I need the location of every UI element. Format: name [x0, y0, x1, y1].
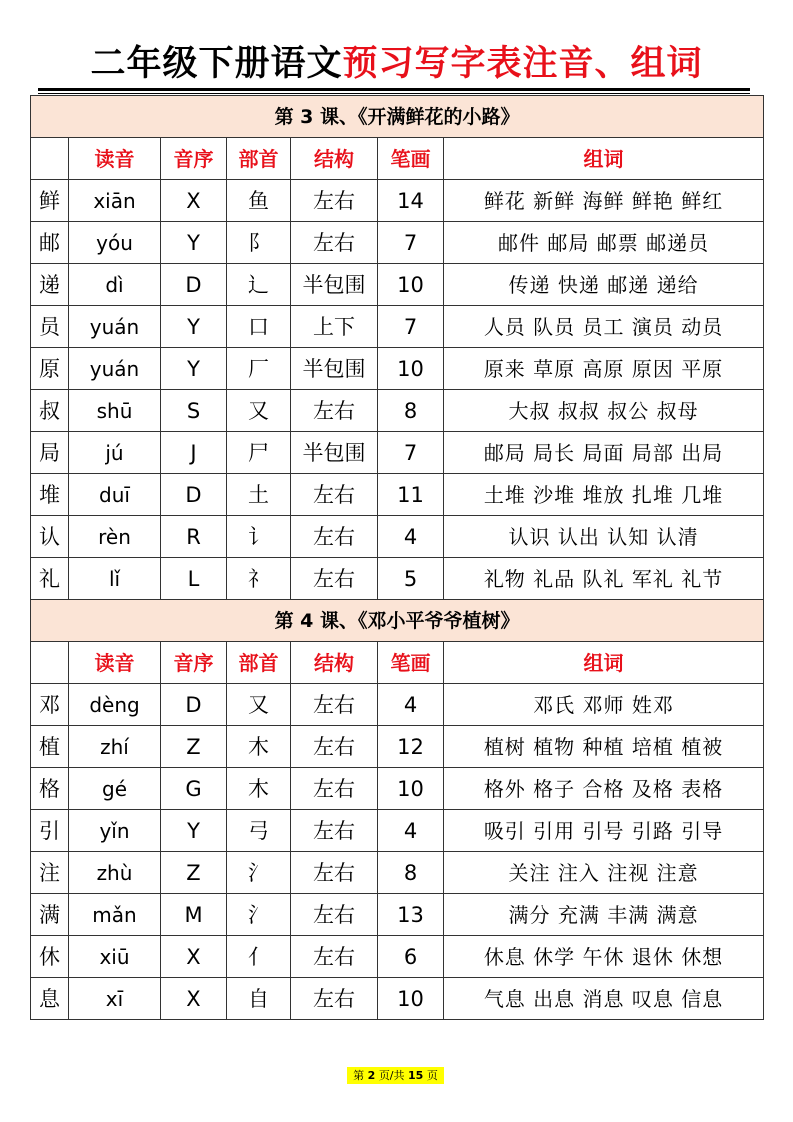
structure-cell: 左右 [291, 768, 378, 810]
header-blank [31, 138, 69, 180]
character-cell: 植 [31, 726, 69, 768]
stroke-count-cell: 13 [378, 894, 444, 936]
footer-prefix: 第 [353, 1069, 365, 1082]
character-cell: 堆 [31, 474, 69, 516]
structure-cell: 左右 [291, 222, 378, 264]
index-letter-cell: L [161, 558, 227, 600]
radical-cell: 鱼 [227, 180, 291, 222]
word-group-cell: 邮件 邮局 邮票 邮递员 [444, 222, 764, 264]
index-letter-cell: G [161, 768, 227, 810]
structure-cell: 左右 [291, 516, 378, 558]
word-group-cell: 休息 休学 午休 退休 休想 [444, 936, 764, 978]
column-header: 部首 [227, 642, 291, 684]
radical-cell: 讠 [227, 516, 291, 558]
word-group-cell: 传递 快递 邮递 递给 [444, 264, 764, 306]
character-cell: 员 [31, 306, 69, 348]
word-group-cell: 原来 草原 高原 原因 平原 [444, 348, 764, 390]
stroke-count-cell: 11 [378, 474, 444, 516]
index-letter-cell: X [161, 936, 227, 978]
radical-cell: 亻 [227, 936, 291, 978]
character-cell: 满 [31, 894, 69, 936]
table-row [31, 432, 764, 474]
character-cell: 休 [31, 936, 69, 978]
stroke-count-cell: 14 [378, 180, 444, 222]
word-group-cell: 大叔 叔叔 叔公 叔母 [444, 390, 764, 432]
column-header: 结构 [291, 642, 378, 684]
word-group-cell: 吸引 引用 引号 引路 引导 [444, 810, 764, 852]
column-header: 组词 [444, 642, 764, 684]
header-blank [31, 642, 69, 684]
pinyin-cell: xī [69, 978, 161, 1020]
title-rule-thin [38, 93, 750, 94]
pinyin-cell: zhù [69, 852, 161, 894]
structure-cell: 左右 [291, 978, 378, 1020]
index-letter-cell: X [161, 180, 227, 222]
table-row [31, 810, 764, 852]
writing-table-body [31, 96, 764, 1020]
radical-cell: 又 [227, 390, 291, 432]
table-row [31, 474, 764, 516]
title-part2: 预习写字表注音、组词 [342, 44, 703, 84]
index-letter-cell: D [161, 264, 227, 306]
character-cell: 格 [31, 768, 69, 810]
stroke-count-cell: 5 [378, 558, 444, 600]
stroke-count-cell: 4 [378, 516, 444, 558]
word-group-cell: 格外 格子 合格 及格 表格 [444, 768, 764, 810]
pinyin-cell: dì [69, 264, 161, 306]
column-header: 音序 [161, 138, 227, 180]
character-cell: 叔 [31, 390, 69, 432]
stroke-count-cell: 7 [378, 306, 444, 348]
word-group-cell: 植树 植物 种植 培植 植被 [444, 726, 764, 768]
pinyin-cell: yuán [69, 348, 161, 390]
character-cell: 认 [31, 516, 69, 558]
word-group-cell: 满分 充满 丰满 满意 [444, 894, 764, 936]
lesson-title: 第 3 课、《开满鲜花的小路》 [31, 96, 764, 138]
column-header: 读音 [69, 138, 161, 180]
character-cell: 邓 [31, 684, 69, 726]
radical-cell: 厂 [227, 348, 291, 390]
index-letter-cell: D [161, 684, 227, 726]
pinyin-cell: mǎn [69, 894, 161, 936]
structure-cell: 左右 [291, 852, 378, 894]
header-row [31, 642, 764, 684]
stroke-count-cell: 7 [378, 222, 444, 264]
radical-cell: 辶 [227, 264, 291, 306]
table-row [31, 726, 764, 768]
column-header: 组词 [444, 138, 764, 180]
index-letter-cell: X [161, 978, 227, 1020]
structure-cell: 左右 [291, 684, 378, 726]
stroke-count-cell: 10 [378, 264, 444, 306]
word-group-cell: 鲜花 新鲜 海鲜 鲜艳 鲜红 [444, 180, 764, 222]
radical-cell: 自 [227, 978, 291, 1020]
structure-cell: 左右 [291, 726, 378, 768]
stroke-count-cell: 8 [378, 390, 444, 432]
lesson-title-row [31, 96, 764, 138]
radical-cell: 土 [227, 474, 291, 516]
pinyin-cell: yuán [69, 306, 161, 348]
radical-cell: 氵 [227, 852, 291, 894]
structure-cell: 半包围 [291, 264, 378, 306]
word-group-cell: 土堆 沙堆 堆放 扎堆 几堆 [444, 474, 764, 516]
footer-middle: 页/共 [378, 1069, 405, 1082]
column-header: 部首 [227, 138, 291, 180]
index-letter-cell: Y [161, 348, 227, 390]
table-row [31, 180, 764, 222]
table-row [31, 306, 764, 348]
table-row [31, 936, 764, 978]
page-title [0, 42, 793, 86]
structure-cell: 左右 [291, 810, 378, 852]
word-group-cell: 人员 队员 员工 演员 动员 [444, 306, 764, 348]
stroke-count-cell: 6 [378, 936, 444, 978]
pinyin-cell: jú [69, 432, 161, 474]
character-cell: 引 [31, 810, 69, 852]
index-letter-cell: Y [161, 306, 227, 348]
pinyin-cell: rèn [69, 516, 161, 558]
header-row [31, 138, 764, 180]
index-letter-cell: Z [161, 852, 227, 894]
footer-total: 15 [408, 1069, 424, 1082]
index-letter-cell: M [161, 894, 227, 936]
table-row [31, 852, 764, 894]
stroke-count-cell: 10 [378, 978, 444, 1020]
title-rule-thick [38, 88, 750, 91]
column-header: 笔画 [378, 138, 444, 180]
pinyin-cell: yǐn [69, 810, 161, 852]
character-cell: 邮 [31, 222, 69, 264]
stroke-count-cell: 12 [378, 726, 444, 768]
pinyin-cell: zhí [69, 726, 161, 768]
radical-cell: 木 [227, 768, 291, 810]
table-row [31, 516, 764, 558]
index-letter-cell: Z [161, 726, 227, 768]
footer-page: 2 [367, 1069, 376, 1082]
radical-cell: 尸 [227, 432, 291, 474]
pinyin-cell: gé [69, 768, 161, 810]
table-row [31, 348, 764, 390]
structure-cell: 上下 [291, 306, 378, 348]
radical-cell: 又 [227, 684, 291, 726]
column-header: 音序 [161, 642, 227, 684]
stroke-count-cell: 4 [378, 684, 444, 726]
table-row [31, 264, 764, 306]
column-header: 读音 [69, 642, 161, 684]
pinyin-cell: yóu [69, 222, 161, 264]
word-group-cell: 认识 认出 认知 认清 [444, 516, 764, 558]
page-footer [347, 1067, 444, 1084]
pinyin-cell: dèng [69, 684, 161, 726]
pinyin-cell: xiān [69, 180, 161, 222]
column-header: 笔画 [378, 642, 444, 684]
character-cell: 礼 [31, 558, 69, 600]
radical-cell: 木 [227, 726, 291, 768]
table-row [31, 222, 764, 264]
table-row [31, 768, 764, 810]
column-header: 结构 [291, 138, 378, 180]
table-row [31, 894, 764, 936]
index-letter-cell: S [161, 390, 227, 432]
structure-cell: 左右 [291, 894, 378, 936]
table-row [31, 390, 764, 432]
stroke-count-cell: 10 [378, 348, 444, 390]
table-row [31, 558, 764, 600]
structure-cell: 半包围 [291, 432, 378, 474]
radical-cell: 阝 [227, 222, 291, 264]
pinyin-cell: shū [69, 390, 161, 432]
index-letter-cell: J [161, 432, 227, 474]
stroke-count-cell: 7 [378, 432, 444, 474]
pinyin-cell: duī [69, 474, 161, 516]
table-row [31, 684, 764, 726]
radical-cell: 氵 [227, 894, 291, 936]
table-row [31, 978, 764, 1020]
radical-cell: 礻 [227, 558, 291, 600]
radical-cell: 弓 [227, 810, 291, 852]
index-letter-cell: R [161, 516, 227, 558]
pinyin-cell: xiū [69, 936, 161, 978]
word-group-cell: 邮局 局长 局面 局部 出局 [444, 432, 764, 474]
structure-cell: 左右 [291, 180, 378, 222]
structure-cell: 左右 [291, 390, 378, 432]
structure-cell: 半包围 [291, 348, 378, 390]
lesson-title: 第 4 课、《邓小平爷爷植树》 [31, 600, 764, 642]
index-letter-cell: D [161, 474, 227, 516]
pinyin-cell: lǐ [69, 558, 161, 600]
word-group-cell: 关注 注入 注视 注意 [444, 852, 764, 894]
character-cell: 局 [31, 432, 69, 474]
word-group-cell: 气息 出息 消息 叹息 信息 [444, 978, 764, 1020]
title-part1: 二年级下册语文 [90, 44, 343, 84]
stroke-count-cell: 8 [378, 852, 444, 894]
character-cell: 鲜 [31, 180, 69, 222]
stroke-count-cell: 10 [378, 768, 444, 810]
word-group-cell: 礼物 礼品 队礼 军礼 礼节 [444, 558, 764, 600]
footer-suffix: 页 [426, 1069, 438, 1082]
structure-cell: 左右 [291, 558, 378, 600]
character-cell: 递 [31, 264, 69, 306]
word-group-cell: 邓氏 邓师 姓邓 [444, 684, 764, 726]
character-cell: 息 [31, 978, 69, 1020]
structure-cell: 左右 [291, 474, 378, 516]
structure-cell: 左右 [291, 936, 378, 978]
index-letter-cell: Y [161, 222, 227, 264]
lesson-title-row [31, 600, 764, 642]
index-letter-cell: Y [161, 810, 227, 852]
character-cell: 原 [31, 348, 69, 390]
stroke-count-cell: 4 [378, 810, 444, 852]
writing-table [30, 95, 764, 1020]
character-cell: 注 [31, 852, 69, 894]
radical-cell: 口 [227, 306, 291, 348]
